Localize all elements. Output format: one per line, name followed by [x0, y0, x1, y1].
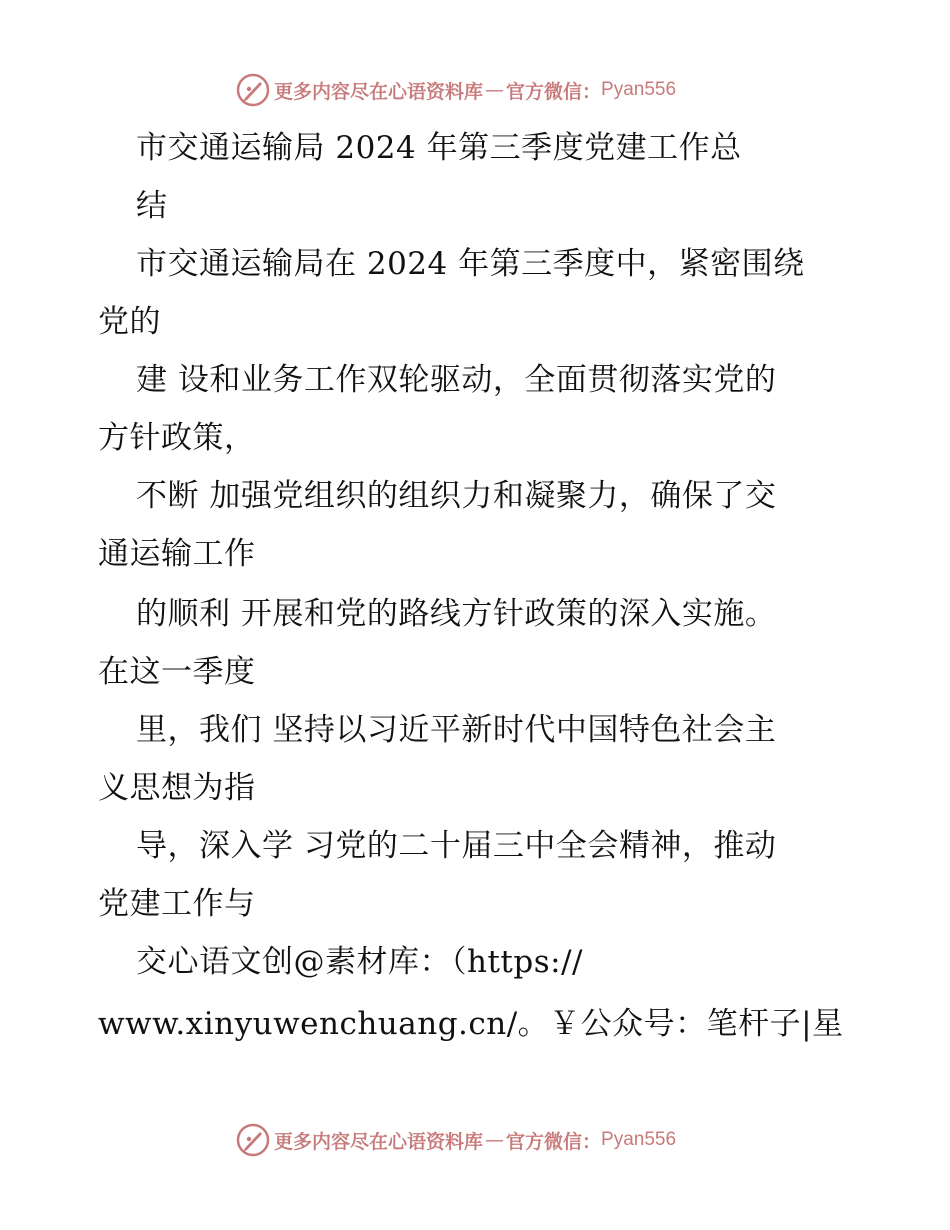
footer-watermark-banner: [236, 1120, 676, 1160]
paragraph-line: 通运输工作: [98, 536, 256, 572]
paragraph-line: 市交通运输局在 2024 年第三季度中，紧密围绕: [136, 246, 805, 282]
paragraph-line: 不断 加强党组织的组织力和凝聚力，确保了交: [136, 478, 777, 514]
paragraph-line: 党的: [98, 304, 161, 340]
banner-text: 更多内容尽在心语资料库: [274, 1130, 484, 1153]
paragraph-line: www.xinyuwenchuang.cn/。￥公众号：笔杆子|星: [98, 1006, 844, 1042]
banner-wechat-label: 官方微信：: [506, 80, 602, 103]
paragraph-line: 里，我们 坚持以习近平新时代中国特色社会主: [136, 712, 777, 748]
banner-wechat-label: 官方微信：: [506, 1130, 602, 1153]
paragraph-line: 导，深入学 习党的二十届三中全会精神，推动: [136, 828, 777, 864]
paragraph-line: 在这一季度: [98, 654, 256, 690]
banner-dash: —: [485, 1129, 505, 1151]
paragraph-line: 的顺利 开展和党的路线方针政策的深入实施。: [136, 596, 777, 632]
banner-dash: —: [485, 79, 505, 101]
banner-wechat-id: Pyan556: [601, 1129, 677, 1150]
quill-logo-icon: [236, 1123, 270, 1157]
paragraph-line: 党建工作与: [98, 886, 256, 922]
paragraph-line: 建 设和业务工作双轮驱动，全面贯彻落实党的: [136, 362, 777, 398]
banner-text: 更多内容尽在心语资料库: [274, 80, 484, 103]
paragraph-line: 义思想为指: [98, 770, 256, 806]
title-line-1: 市交通运输局 2024 年第三季度党建工作总: [136, 130, 742, 166]
title-line-2: 结: [136, 188, 168, 224]
banner-wechat-id: Pyan556: [601, 79, 677, 100]
paragraph-line: 交心语文创@素材库：（https://: [136, 944, 583, 980]
paragraph-line: 方针政策，: [98, 420, 256, 456]
